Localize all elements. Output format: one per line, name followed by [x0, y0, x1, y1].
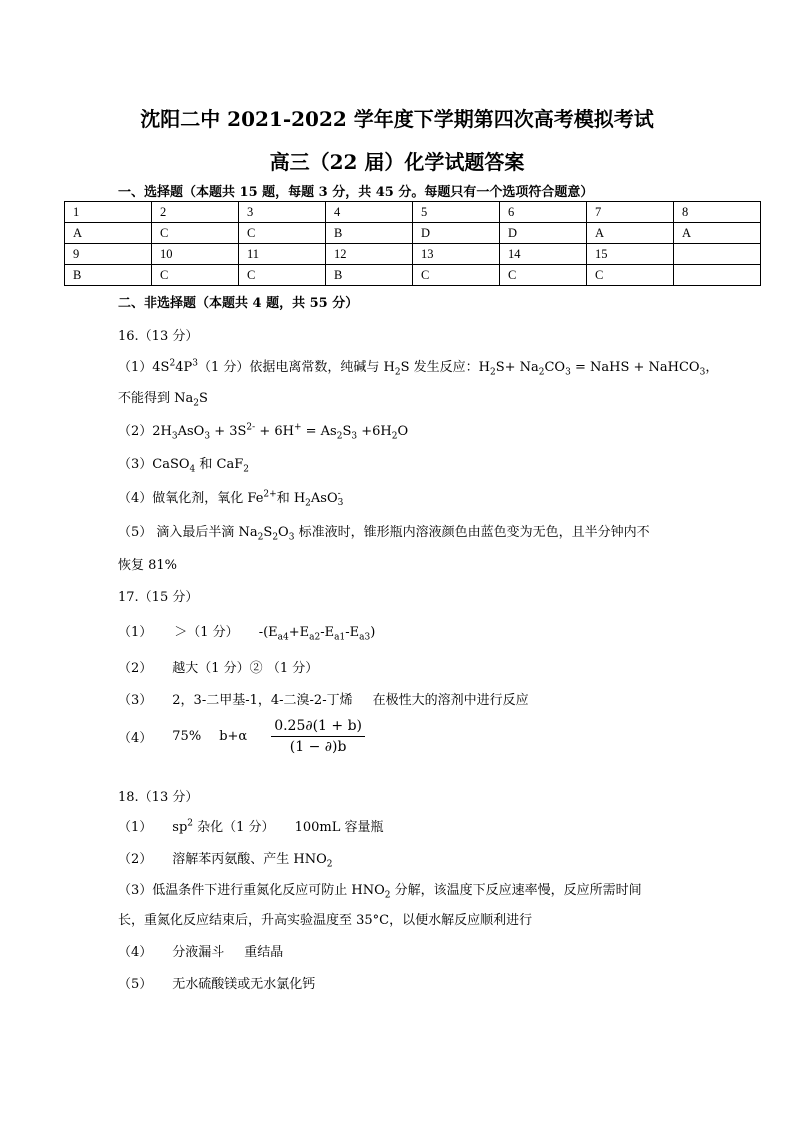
table-cell: 5 — [413, 202, 500, 223]
table-cell: A — [674, 223, 761, 244]
table-cell: 3 — [239, 202, 326, 223]
q16-part2: $(2)2H_3AsO_3 + 3S^{2-} + 6H^+ = As_2S_3 +6H_2O$ — [118, 422, 409, 442]
table-cell: C — [239, 223, 326, 244]
table-cell: 2 — [152, 202, 239, 223]
table-cell: 13 — [413, 244, 500, 265]
q16-part5-line2: 恢复 81% — [118, 558, 178, 573]
q16-part3: （3）CaSO$_4$ 和 CaF$_2$ — [118, 457, 249, 475]
q16-part5: （5） 滴入最后半滴 $Na_2S_2O_3$ 标准液时，锥形瓶内溶液颜色由蓝色变为无色，且半分钟内不 — [118, 525, 650, 543]
q17-part1: （1） ＞（1 分） $-(E_{a4}+E_{a2}-E_{a1}-E_{a3})$ — [118, 625, 376, 643]
table-cell: 12 — [326, 244, 413, 265]
table-cell: C — [152, 223, 239, 244]
table-cell: A — [65, 223, 152, 244]
table-row — [65, 223, 761, 244]
table-cell: 8 — [674, 202, 761, 223]
table-cell: C — [500, 265, 587, 286]
table-cell: 10 — [152, 244, 239, 265]
q18-part3: （3）低温条件下进行重氮化反应可防止 $HNO_2$ 分解，该温度下反应速率慢，反应所需时间 — [118, 883, 642, 901]
section-heading-nonchoice: 二、非选择题（本题共 4 题，共 55 分） — [118, 296, 359, 311]
q16-part4: （4）做氧化剂，氧化 $Fe^{2+}$和 $H_2AsO$ - 3 — [118, 488, 344, 509]
answer-table — [64, 201, 761, 286]
table-row — [65, 244, 761, 265]
table-cell: C — [152, 265, 239, 286]
q17-part2: （2） 越大（1 分）② （1 分） — [118, 661, 319, 676]
table-cell: B — [65, 265, 152, 286]
q17-heading: 17.（15 分） — [118, 590, 199, 605]
q18-part3-line2: 长，重氮化反应结束后，升高实验温度至 35°C，以便水解反应顺利进行 — [118, 913, 533, 928]
table-cell — [674, 265, 761, 286]
page-subtitle: 高三（22 届）化学试题答案 — [269, 150, 525, 174]
table-cell: D — [413, 223, 500, 244]
q16-part1-line2: 不能得到 $Na_2S$ — [118, 391, 208, 409]
q17-fraction: $\frac{0.25\partial(1 + b)}{(1 - \partial)b}$ — [271, 718, 365, 755]
table-cell: D — [500, 223, 587, 244]
table-row — [65, 265, 761, 286]
table-cell: 4 — [326, 202, 413, 223]
q18-part4: （4） 分液漏斗 重结晶 — [118, 945, 284, 960]
q18-part5: （5） 无水硫酸镁或无水氯化钙 — [118, 977, 316, 992]
table-cell: 6 — [500, 202, 587, 223]
table-cell: B — [326, 223, 413, 244]
table-cell: C — [413, 265, 500, 286]
page-title: 沈阳二中 2021-2022 学年度下学期第四次高考模拟考试 — [140, 107, 654, 131]
table-cell: 9 — [65, 244, 152, 265]
q17-part4: （4） 75% b+α $\frac{0.25\partial(1 + b)}{(1 - \partial)b}$ — [118, 718, 365, 755]
table-cell: 14 — [500, 244, 587, 265]
q17-part3: （3） 2，3-二甲基-1，4-二溴-2-丁烯 在极性大的溶剂中进行反应 — [118, 693, 529, 708]
table-cell: 11 — [239, 244, 326, 265]
table-cell: C — [587, 265, 674, 286]
table-cell: A — [587, 223, 674, 244]
q18-part1: （1） $sp^2$ 杂化（1 分） 100mL 容量瓶 — [118, 818, 384, 835]
table-cell: 15 — [587, 244, 674, 265]
q18-part2: （2） 溶解苯丙氨酸、产生 $HNO_2$ — [118, 852, 333, 870]
table-cell: C — [239, 265, 326, 286]
table-cell: 7 — [587, 202, 674, 223]
section-heading-choice: 一、选择题（本题共 15 题，每题 3 分，共 45 分。每题只有一个选项符合题意） — [118, 185, 594, 200]
table-cell — [674, 244, 761, 265]
q16-heading: 16.（13 分） — [118, 329, 199, 344]
q18-heading: 18.（13 分） — [118, 790, 199, 805]
q16-part1: $(1)4S^24P^3(1$ 分）依据电离常数，纯碱与 $H_2S$ 发生反应：$H_2S+ Na_2CO_3$ = NaHS + NaHCO$_3$， — [118, 358, 719, 378]
table-cell: B — [326, 265, 413, 286]
table-cell: 1 — [65, 202, 152, 223]
table-row — [65, 202, 761, 223]
